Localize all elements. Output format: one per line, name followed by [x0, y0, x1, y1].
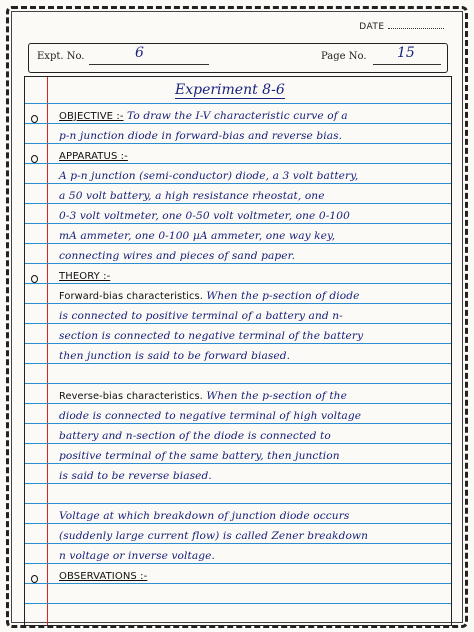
- observations-heading: OBSERVATIONS :-: [59, 571, 148, 582]
- rule-line: [25, 383, 451, 384]
- rule-line: [25, 243, 451, 244]
- rule-line: [25, 343, 451, 344]
- date-blank: [388, 20, 444, 29]
- reverse-line-1: [59, 390, 445, 402]
- rule-line: [25, 183, 451, 184]
- date-label: DATE: [359, 22, 385, 32]
- expt-label: Expt. No.: [37, 51, 85, 62]
- forward-text: When the p-section of diode: [202, 290, 360, 302]
- rule-line: [25, 603, 451, 604]
- rule-line: [25, 203, 451, 204]
- ruled-sheet: [24, 76, 452, 626]
- apparatus-heading: APPARATUS :-: [59, 151, 128, 162]
- apparatus-line-2: a 50 volt battery, a high resistance rheostat, one: [59, 190, 325, 202]
- expt-number: 6: [135, 45, 144, 61]
- apparatus-heading-line: [59, 150, 445, 162]
- rule-line: [25, 363, 451, 364]
- rule-line: [25, 263, 451, 264]
- reverse-line-3: battery and n-section of the diode is connected to: [59, 430, 331, 442]
- rule-line: [25, 443, 451, 444]
- rule-line: [25, 543, 451, 544]
- rule-line: [25, 143, 451, 144]
- page-line: [373, 64, 441, 65]
- reverse-line-5: is said to be reverse biased.: [59, 470, 212, 482]
- rule-line: [25, 423, 451, 424]
- apparatus-line-1: A p-n junction (semi-conductor) diode, a 3 volt battery,: [59, 170, 359, 182]
- apparatus-line-3: 0-3 volt voltmeter, one 0-50 volt voltmeter, one 0-100: [59, 210, 350, 222]
- date-field: [359, 20, 444, 32]
- forward-line-1: [59, 290, 445, 302]
- rule-line: [25, 463, 451, 464]
- forward-line-3: section is connected to negative terminal of the battery: [59, 330, 364, 342]
- rule-line: [25, 283, 451, 284]
- bullet-observations: [31, 575, 38, 583]
- page-title: Experiment 8-6: [175, 82, 285, 98]
- bullet-theory: [31, 275, 38, 283]
- rule-line: [25, 583, 451, 584]
- rule-line: [25, 403, 451, 404]
- page-number: 15: [397, 45, 415, 61]
- theory-heading-line: [59, 270, 445, 282]
- forward-heading: Forward-bias characteristics.: [59, 291, 203, 302]
- expt-line: [89, 64, 209, 65]
- rule-line: [25, 123, 451, 124]
- rule-line: [25, 563, 451, 564]
- theory-heading: THEORY :-: [59, 271, 111, 282]
- objective-line-1: [59, 110, 445, 122]
- bullet-apparatus: [31, 155, 38, 163]
- reverse-heading: Reverse-bias characteristics.: [59, 391, 203, 402]
- zener-line-1: Voltage at which breakdown of junction diode occurs: [59, 510, 350, 522]
- forward-line-2: is connected to positive terminal of a battery and n-: [59, 310, 343, 322]
- rule-line: [25, 303, 451, 304]
- forward-line-4: then junction is said to be forward biased.: [59, 350, 291, 362]
- reverse-text: When the p-section of the: [202, 390, 347, 402]
- objective-line-2: p-n junction diode in forward-bias and reverse bias.: [59, 130, 343, 142]
- reverse-line-2: diode is connected to negative terminal of high voltage: [59, 410, 362, 422]
- objective-text: To draw the I-V characteristic curve of a: [123, 110, 348, 122]
- zener-line-2: (suddenly large current flow) is called Zener breakdown: [59, 530, 369, 542]
- rule-line: [25, 503, 451, 504]
- rule-line: [25, 483, 451, 484]
- objective-heading: OBJECTIVE :-: [59, 111, 124, 122]
- reverse-line-4: positive terminal of the same battery, then junction: [59, 450, 340, 462]
- bullet-objective: [31, 115, 38, 123]
- apparatus-line-4: mA ammeter, one 0-100 µA ammeter, one way key,: [59, 230, 336, 242]
- rule-line: [25, 163, 451, 164]
- page-label: Page No.: [321, 51, 367, 62]
- zener-line-3: n voltage or inverse voltage.: [59, 550, 215, 562]
- rule-line: [25, 103, 451, 104]
- apparatus-line-5: connecting wires and pieces of sand paper.: [59, 250, 296, 262]
- rule-line: [25, 323, 451, 324]
- observations-heading-line: [59, 570, 445, 582]
- rule-line: [25, 523, 451, 524]
- header-box: [28, 43, 448, 73]
- rule-line: [25, 223, 451, 224]
